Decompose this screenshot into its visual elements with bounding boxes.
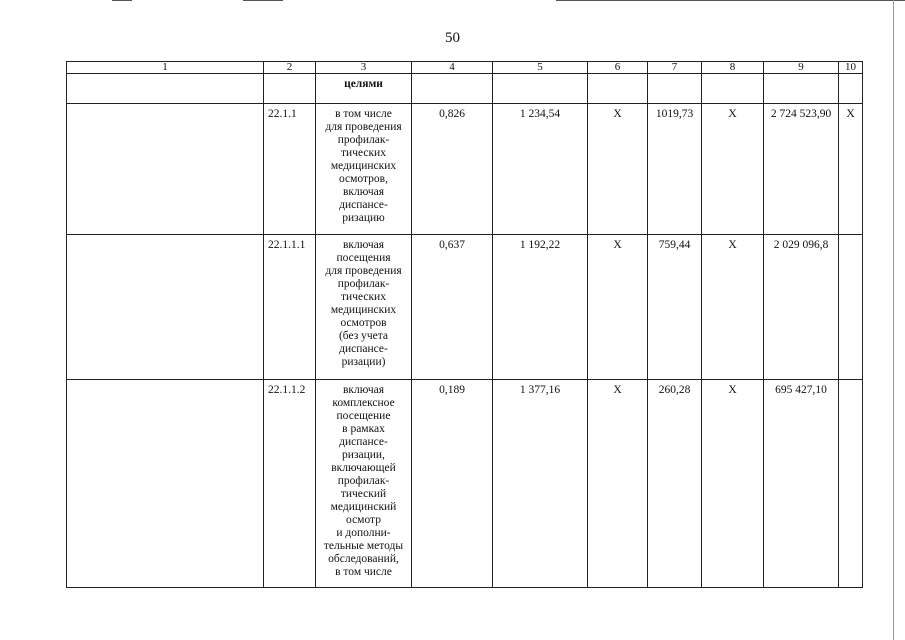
table-cell bbox=[493, 74, 588, 104]
column-header: 9 bbox=[764, 62, 839, 74]
table-cell bbox=[67, 104, 264, 235]
table-row bbox=[67, 235, 863, 380]
table-cell bbox=[67, 74, 264, 104]
table-row bbox=[67, 74, 863, 104]
table-cell bbox=[839, 74, 863, 104]
scan-top-line-right bbox=[556, 0, 905, 1]
column-header: 5 bbox=[493, 62, 588, 74]
table-header-row bbox=[67, 62, 863, 74]
data-table bbox=[66, 61, 863, 588]
description-cell bbox=[316, 380, 412, 588]
table-cell: 1 192,22 bbox=[493, 235, 588, 380]
description-text: целями bbox=[344, 78, 383, 90]
row-code: 22.1.1 bbox=[264, 104, 316, 235]
table-cell: X bbox=[702, 235, 764, 380]
table-cell bbox=[67, 380, 264, 588]
column-header: 4 bbox=[412, 62, 493, 74]
table-cell: X bbox=[588, 380, 648, 588]
description-cell bbox=[316, 74, 412, 104]
table-cell: X bbox=[702, 380, 764, 588]
table-cell: 2 029 096,8 bbox=[764, 235, 839, 380]
table-row bbox=[67, 104, 863, 235]
table-cell: X bbox=[588, 104, 648, 235]
table-cell bbox=[588, 74, 648, 104]
table-cell: 0,637 bbox=[412, 235, 493, 380]
table-cell: 2 724 523,90 bbox=[764, 104, 839, 235]
column-header: 3 bbox=[316, 62, 412, 74]
table-cell: 0,826 bbox=[412, 104, 493, 235]
table-cell: X bbox=[839, 104, 863, 235]
row-code: 22.1.1.2 bbox=[264, 380, 316, 588]
table-cell: 695 427,10 bbox=[764, 380, 839, 588]
description-cell bbox=[316, 235, 412, 380]
table-cell bbox=[764, 74, 839, 104]
table-cell bbox=[839, 380, 863, 588]
scan-top-line-mid bbox=[243, 0, 283, 1]
table-cell bbox=[67, 235, 264, 380]
column-header: 8 bbox=[702, 62, 764, 74]
table-cell: 759,44 bbox=[648, 235, 702, 380]
description-text: в том числе для проведения профилак- тических медицинских осмотров, включая диспансе- ризацию bbox=[325, 108, 402, 224]
scan-right-edge bbox=[893, 0, 894, 640]
description-cell bbox=[316, 104, 412, 235]
column-header: 10 bbox=[839, 62, 863, 74]
page-number: 50 bbox=[445, 30, 460, 46]
description-text: включая комплексное посещение в рамках диспансе- ризации, включающей профилак- тический медицинский осмотр и дополни- тельные методы обследований, в том числе bbox=[323, 384, 404, 578]
table-cell: 1 234,54 bbox=[493, 104, 588, 235]
table-cell: 260,28 bbox=[648, 380, 702, 588]
row-code: 22.1.1.1 bbox=[264, 235, 316, 380]
table-cell bbox=[264, 74, 316, 104]
scan-top-line-left bbox=[112, 0, 132, 1]
column-header: 2 bbox=[264, 62, 316, 74]
table-cell: X bbox=[588, 235, 648, 380]
column-header: 6 bbox=[588, 62, 648, 74]
column-header: 1 bbox=[67, 62, 264, 74]
table-cell: 0,189 bbox=[412, 380, 493, 588]
table-cell: 1019,73 bbox=[648, 104, 702, 235]
table-cell: X bbox=[702, 104, 764, 235]
table-cell bbox=[648, 74, 702, 104]
table-cell: 1 377,16 bbox=[493, 380, 588, 588]
table-cell bbox=[412, 74, 493, 104]
column-header: 7 bbox=[648, 62, 702, 74]
table-row bbox=[67, 380, 863, 588]
table-cell bbox=[702, 74, 764, 104]
table-cell bbox=[839, 235, 863, 380]
description-text: включая посещения для проведения профилак- тических медицинских осмотров (без учета диспансе- ризации) bbox=[325, 239, 402, 368]
